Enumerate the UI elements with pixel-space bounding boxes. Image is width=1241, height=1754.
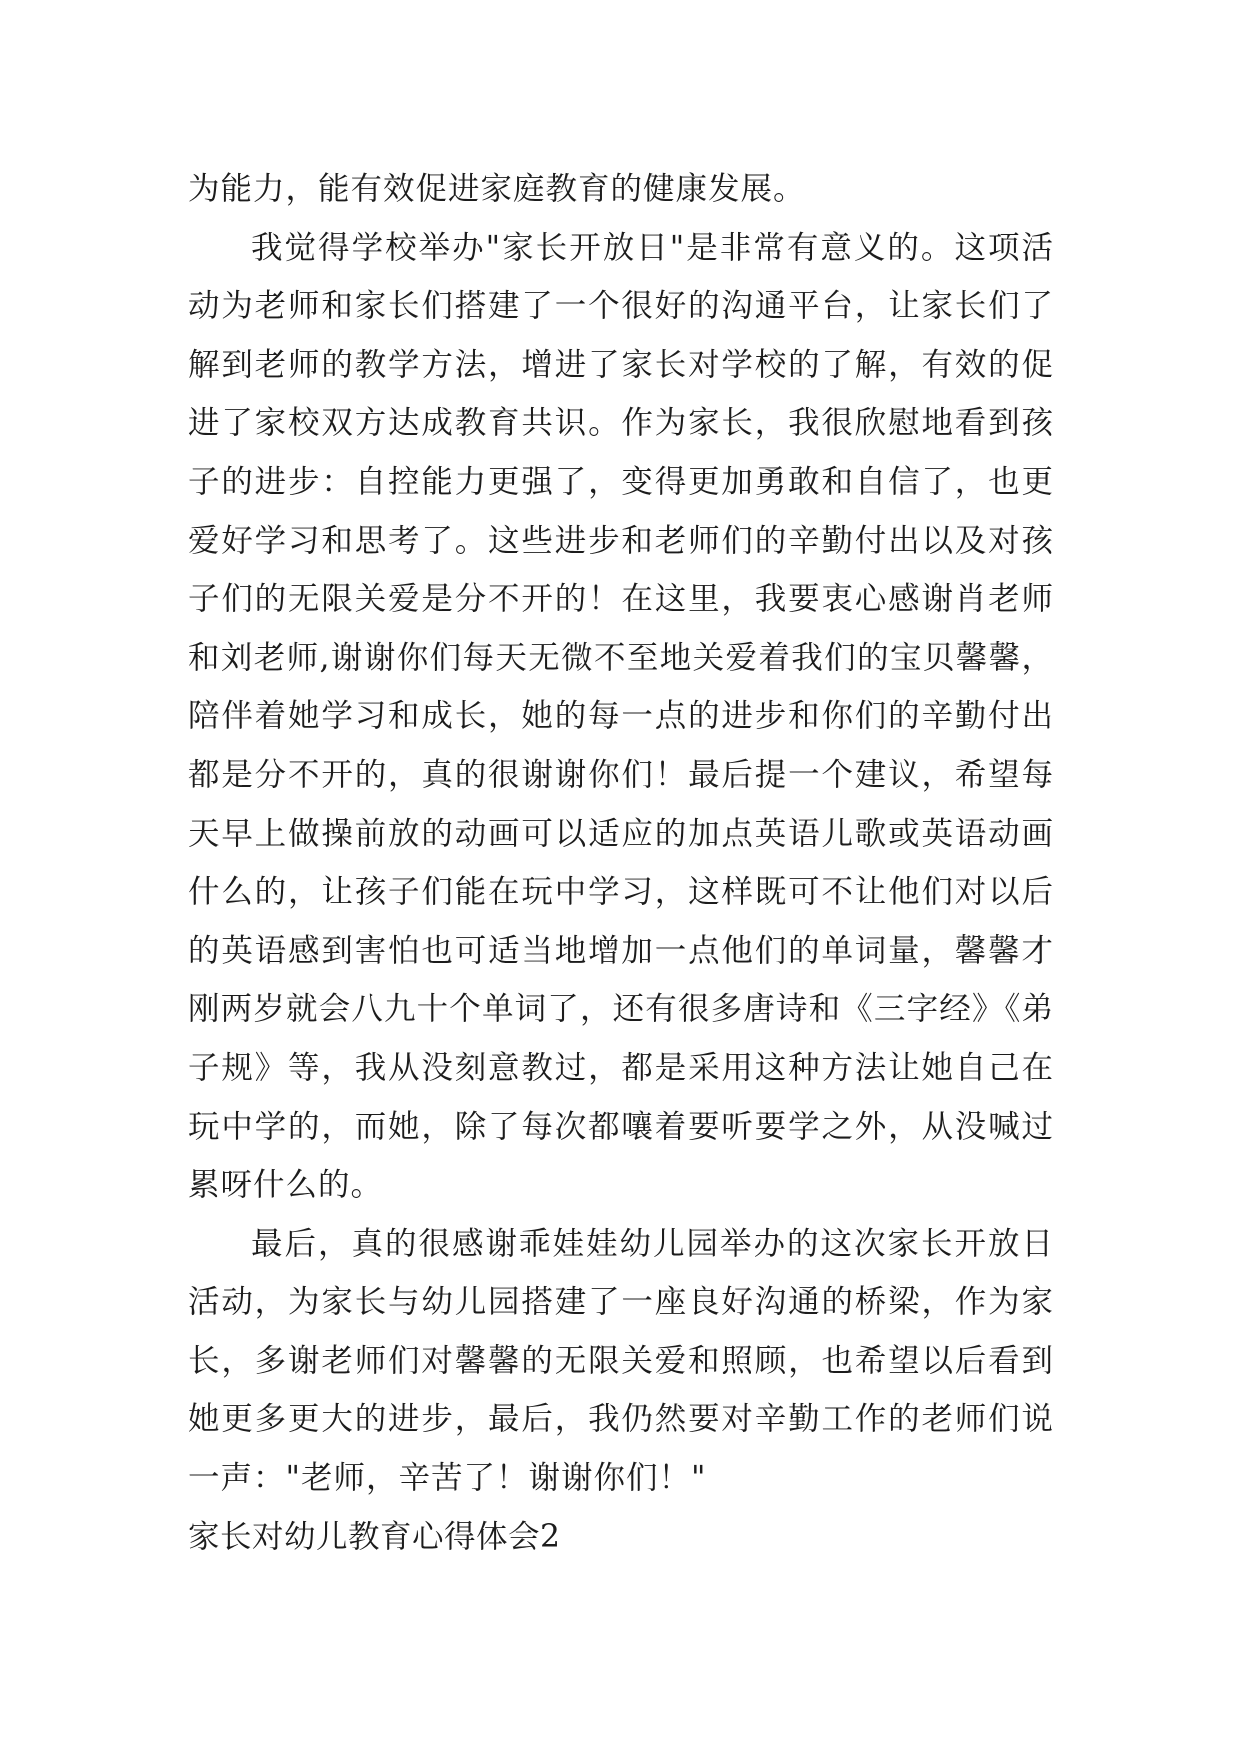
paragraph-continuation: 为能力，能有效促进家庭教育的健康发展。 <box>188 171 806 207</box>
paragraph-open-day: 我觉得学校举办"家长开放日"是非常有意义的。这项活动为老师和家长们搭建了一个很好的沟通平台，让家长们了解到老师的教学方法，增进了家长对学校的了解，有效的促进了家校双方达成教育共识。作为家长，我很欣慰地看到孩子的进步：自控能力更强了，变得更加勇敢和自信了，也更爱好学习和思考了。这些进步和老师们的辛勤付出以及对孩子们的无限关爱是分不开的！在这里，我要衷心感谢肖老师和刘老师,谢谢你们每天无微不至地关爱着我们的宝贝馨馨，陪伴着她学习和成长，她的每一点的进步和你们的辛勤付出都是分不开的，真的很谢谢你们！最后提一个建议，希望每天早上做操前放的动画可以适应的加点英语儿歌或英语动画什么的，让孩子们能在玩中学习，这样既可不让他们对以后的英语感到害怕也可适当地增加一点他们的单词量，馨馨才刚两岁就会八九十个单词了，还有很多唐诗和《三字经》《弟子规》等，我从没刻意教过，都是采用这种方法让她自己在玩中学的，而她，除了每次都嚷着要听要学之外，从没喊过累呀什么的。 <box>188 229 1054 1204</box>
paragraph-closing: 最后，真的很感谢乖娃娃幼儿园举办的这次家长开放日活动，为家长与幼儿园搭建了一座良好沟通的桥梁，作为家长，多谢老师们对馨馨的无限关爱和照顾，也希望以后看到她更多更大的进步，最后，我仍然要对辛勤工作的老师们说一声："老师，辛苦了！谢谢你们！" <box>188 1225 1054 1497</box>
document-page <box>188 160 1054 1566</box>
section-heading: 家长对幼儿教育心得体会2 <box>188 1518 561 1555</box>
